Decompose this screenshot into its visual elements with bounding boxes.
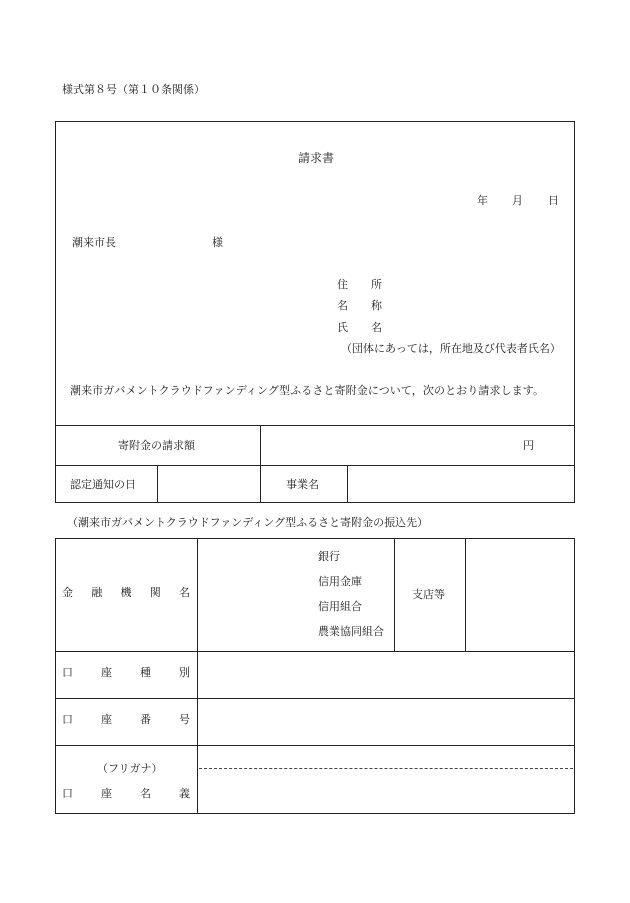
divider-account-number — [56, 698, 574, 699]
furigana-label: （フリガナ） — [97, 762, 163, 775]
address-label-2: 所 — [371, 278, 382, 291]
divider-project — [347, 465, 348, 502]
request-statement: 潮来市ガバメントクラウドファンディング型ふるさと寄附金について，次のとおり請求します。 — [70, 384, 545, 397]
cert-date-label: 認定通知の日 — [70, 478, 136, 491]
project-label: 事業名 — [286, 478, 319, 491]
person-name-label-1: 氏 — [337, 321, 348, 334]
org-name-label-1: 名 — [337, 299, 348, 312]
divider-amount — [56, 425, 574, 426]
addressee: 潮来市長 — [72, 236, 116, 249]
divider-amount-vertical — [260, 425, 261, 502]
bank-type-divider — [394, 539, 395, 651]
bank-label-column-divider — [197, 539, 198, 813]
date-year-label: 年 — [477, 194, 488, 207]
institution-label: 金 融 機 関 名 — [62, 586, 190, 599]
account-type-label: 口 座 種 別 — [62, 666, 190, 679]
bank-type-bank: 銀行 — [318, 550, 340, 563]
branch-label: 支店等 — [412, 588, 445, 601]
organization-note: （団体にあっては，所在地及び代表者氏名） — [341, 342, 561, 355]
account-name-label: 口 座 名 義 — [62, 787, 190, 800]
date-day-label: 日 — [548, 194, 559, 207]
account-number-label: 口 座 番 号 — [62, 713, 190, 726]
divider-account-type — [56, 651, 574, 652]
amount-unit: 円 — [523, 439, 534, 452]
person-name-label-2: 名 — [371, 321, 382, 334]
divider-cert — [56, 465, 574, 466]
divider-cert-date — [157, 465, 158, 502]
address-label-1: 住 — [337, 278, 348, 291]
bank-type-shinkin: 信用金庫 — [318, 575, 362, 588]
document-title: 請求書 — [298, 151, 335, 165]
divider-account-name — [56, 745, 574, 746]
org-name-label-2: 称 — [371, 299, 382, 312]
bank-type-credit-union: 信用組合 — [318, 600, 362, 613]
amount-label: 寄附金の請求額 — [118, 439, 195, 452]
furigana-divider — [199, 768, 573, 769]
date-month-label: 月 — [512, 194, 523, 207]
form-number: 様式第８号（第１０条関係） — [62, 83, 205, 96]
bank-type-agri-coop: 農業協同組合 — [318, 625, 384, 638]
bank-section-note: （潮来市ガバメントクラウドファンディング型ふるさと寄附金の振込先） — [67, 516, 429, 529]
branch-divider — [465, 539, 466, 651]
honorific: 様 — [212, 236, 223, 249]
